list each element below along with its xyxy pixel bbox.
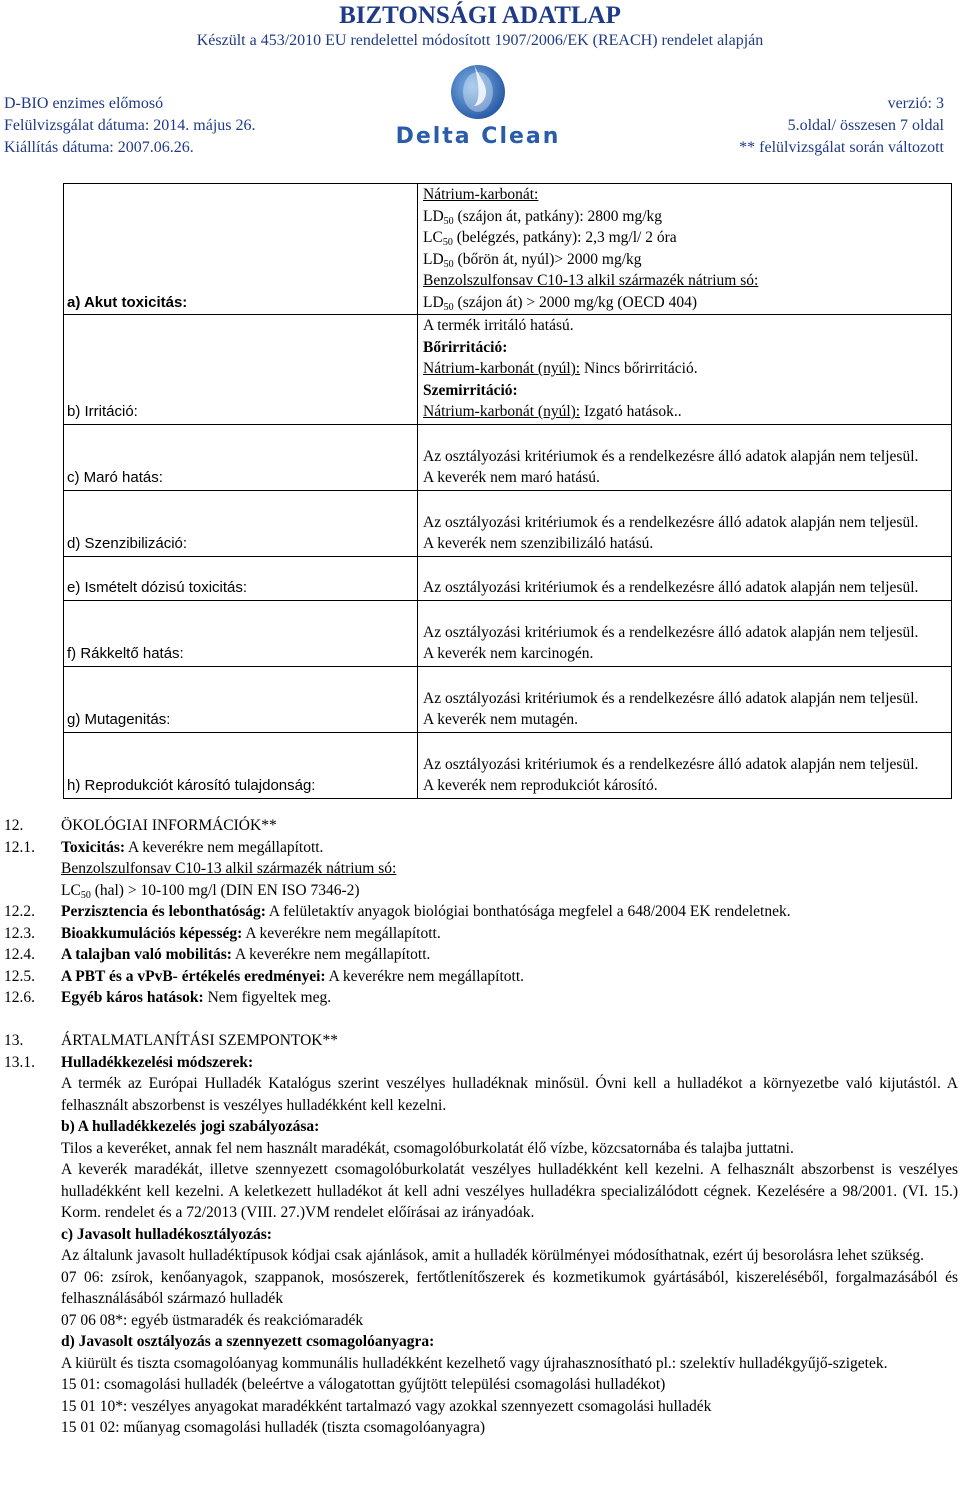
table-row [64, 732, 952, 798]
value-acute-toxicity [418, 184, 952, 315]
acute-line: $LC_{50}$ (belégzés, patkány): 2,3 mg/l/ 2 óra [423, 229, 677, 248]
section-13-heading: 13. ÁRTALMATLANÍTÁSI SZEMPONTOK** [4, 1032, 338, 1049]
header-meta-right [739, 93, 944, 159]
value-corrosive: Az osztályozási kritériumok és a rendelkezésre álló adatok alapján nem teljesül. A keverék nem maró hatású. [418, 424, 952, 490]
section-13-1: 13.1. Hulladékkezelési módszerek: [4, 1053, 254, 1071]
section-13 [0, 1030, 960, 1439]
acute-line: $LD_{50}$ (bőrön át, nyúl)> 2000 mg/kg [423, 250, 642, 270]
table-row [64, 556, 952, 600]
waste-paragraph: A termék az Európai Hulladék Katalógus szerint veszélyes hulladéknak minősül. Óvni kell a hulladékot a környezetbe való kijutástól. A felhasznált abszorbenst is veszélyes hulladékként kell kezelni. [61, 1075, 958, 1114]
changed-note: ** felülvizsgálat során változott [739, 139, 944, 156]
waste-paragraph: 15 01 02: műanyag csomagolási hulladék (tiszta csomagolóanyagra) [61, 1419, 485, 1436]
table-row [64, 315, 952, 425]
acute-line: Nátrium-karbonát: [423, 186, 539, 203]
logo-lettering: Delta Clean [395, 124, 561, 149]
table-row [64, 424, 952, 490]
label-repeated-dose: e) Ismételt dózisú toxicitás: [64, 556, 418, 600]
section-12-item: 12.2. Perzisztencia és lebonthatóság: A felületaktív anyagok biológiai bonthatósága megfelel a 648/2004 EK rendeletnek. [4, 903, 791, 920]
delta-clean-logo [395, 60, 561, 150]
waste-paragraph: 07 06 08*: egyéb üstmaradék és reakciómaradék [61, 1311, 364, 1329]
waste-paragraph: 15 01: csomagolási hulladék (beleértve a válogatottan gyűjtött települési csomagolási hulladékot) [61, 1376, 666, 1393]
irritation-line: A termék irritáló hatású. [423, 317, 574, 334]
review-date: Felülvizsgálat dátuma: 2014. május 26. [4, 117, 256, 134]
waste-paragraph: 07 06: zsírok, kenőanyagok, szappanok, mosószerek, fertőtlenítőszerek és kozmetikumok gyártásából, kiszereléséből, forgalmazásából és felhasználásából származó hulladék [61, 1268, 958, 1307]
irritation-line: Nátrium-karbonát (nyúl): Nincs bőrirritáció. [423, 360, 698, 377]
waste-paragraph: A keverék maradékát, illetve szennyezett csomagolóburkolatát veszélyes hulladékként kell kezelni. A felhasznált abszorbenst is veszélyes hulladékként kell kezelni. A keletkezett hulladékot át kell adni veszélyes hulladékra specializálódott cégnek. Kezelésére a 98/2001. (VI. 15.) Korm. rendelet és a 72/2013 (VIII. 27.)VM rendelet előírásai az irányadóak. [61, 1161, 958, 1221]
section-12 [0, 815, 960, 1009]
table-row [64, 600, 952, 666]
waste-paragraph: Tilos a keveréket, annak fel nem használt maradékát, csomagolóburkolatát élő vízbe, közcsatornába és talajba juttatni. [61, 1139, 794, 1157]
section-12-1-sub: Benzolszulfonsav C10-13 alkil származék nátrium só: [61, 860, 397, 877]
value-carcinogenicity: Az osztályozási kritériumok és a rendelkezésre álló adatok alapján nem teljesül. A keverék nem karcinogén. [418, 600, 952, 666]
acute-line: $LD_{50}$ (szájon át, patkány): 2800 mg/kg [423, 207, 663, 227]
waste-legal-heading: b) A hulladékkezelés jogi szabályozása: [61, 1118, 320, 1135]
waste-classification-heading: c) Javasolt hulladékosztályozás: [61, 1225, 272, 1243]
value-repeated-dose: Az osztályozási kritériumok és a rendelkezésre álló adatok alapján nem teljesül. [418, 556, 952, 600]
label-corrosive: c) Maró hatás: [64, 424, 418, 490]
irritation-line: Nátrium-karbonát (nyúl): Izgató hatások.. [423, 403, 682, 420]
irritation-heading: Szemirritáció: [423, 381, 518, 399]
label-irritation: b) Irritáció: [64, 315, 418, 425]
label-carcinogenicity: f) Rákkeltő hatás: [64, 600, 418, 666]
section-12-1-lc50: $LC_{50}$ (hal) > 10-100 mg/l (DIN EN ISO 7346-2) [61, 881, 360, 901]
label-acute-toxicity: a) Akut toxicitás: [64, 184, 418, 315]
table-row [64, 666, 952, 732]
table-row [64, 490, 952, 556]
irritation-heading: Bőrirritáció: [423, 338, 508, 356]
acute-line: $LD_{50}$ (szájon át) > 2000 mg/kg (OECD 404) [423, 293, 698, 313]
document-title: BIZTONSÁGI ADATLAP [339, 2, 621, 29]
value-mutagenicity: Az osztályozási kritériumok és a rendelkezésre álló adatok alapján nem teljesül. A keverék nem mutagén. [418, 666, 952, 732]
label-sensitization: d) Szenzibilizáció: [64, 490, 418, 556]
section-12-item: 12.6. Egyéb káros hatások: Nem figyeltek meg. [4, 989, 332, 1006]
value-reproductive: Az osztályozási kritériumok és a rendelkezésre álló adatok alapján nem teljesül. A keverék nem reprodukciót károsító. [418, 732, 952, 798]
header-meta-left [4, 93, 256, 159]
section-12-1: 12.1. Toxicitás: A keverékre nem megállapított. [4, 838, 324, 856]
waste-paragraph: 15 01 10*: veszélyes anyagokat maradékként tartalmazó vagy azokkal szennyezett csomagolási hulladék [61, 1397, 712, 1415]
waste-paragraph: A kiürült és tiszta csomagolóanyag kommunális hulladékként kezelhető vagy újrahasznosítható pl.: szelektív hulladékgyűjő-szigetek. [61, 1354, 888, 1372]
issue-date: Kiállítás dátuma: 2007.06.26. [4, 139, 194, 156]
document-subtitle: Készült a 453/2010 EU rendelettel módosított 1907/2006/EK (REACH) rendelet alapján [196, 32, 764, 49]
toxicology-table [63, 183, 952, 799]
table-row [64, 184, 952, 315]
packaging-classification-heading: d) Javasolt osztályozás a szennyezett csomagolóanyagra: [61, 1333, 435, 1350]
section-12-item: 12.5. A PBT és a vPvB- értékelés eredményei: A keverékre nem megállapított. [4, 967, 525, 985]
section-12-heading: 12. ÖKOLÓGIAI INFORMÁCIÓK** [4, 817, 277, 834]
waste-paragraph: Az általunk javasolt hulladéktípusok kódjai csak ajánlások, amit a hulladék körülményei módosíthatnak, ezért új besorolásra lehet szükség. [61, 1247, 925, 1264]
acute-line: Benzolszulfonsav C10-13 alkil származék nátrium só: [423, 272, 759, 289]
section-12-item: 12.4. A talajban való mobilitás: A keverékre nem megállapított. [4, 946, 431, 963]
product-name: D-BIO enzimes előmosó [4, 95, 164, 112]
section-12-item: 12.3. Bioakkumulációs képesség: A keverékre nem megállapított. [4, 924, 441, 942]
value-sensitization: Az osztályozási kritériumok és a rendelkezésre álló adatok alapján nem teljesül. A keverék nem szenzibilizáló hatású. [418, 490, 952, 556]
label-mutagenicity: g) Mutagenitás: [64, 666, 418, 732]
page-number: 5.oldal/ összesen 7 oldal [787, 117, 944, 134]
label-reproductive: h) Reprodukciót károsító tulajdonság: [64, 732, 418, 798]
value-irritation [418, 315, 952, 425]
version: verzió: 3 [887, 95, 944, 112]
